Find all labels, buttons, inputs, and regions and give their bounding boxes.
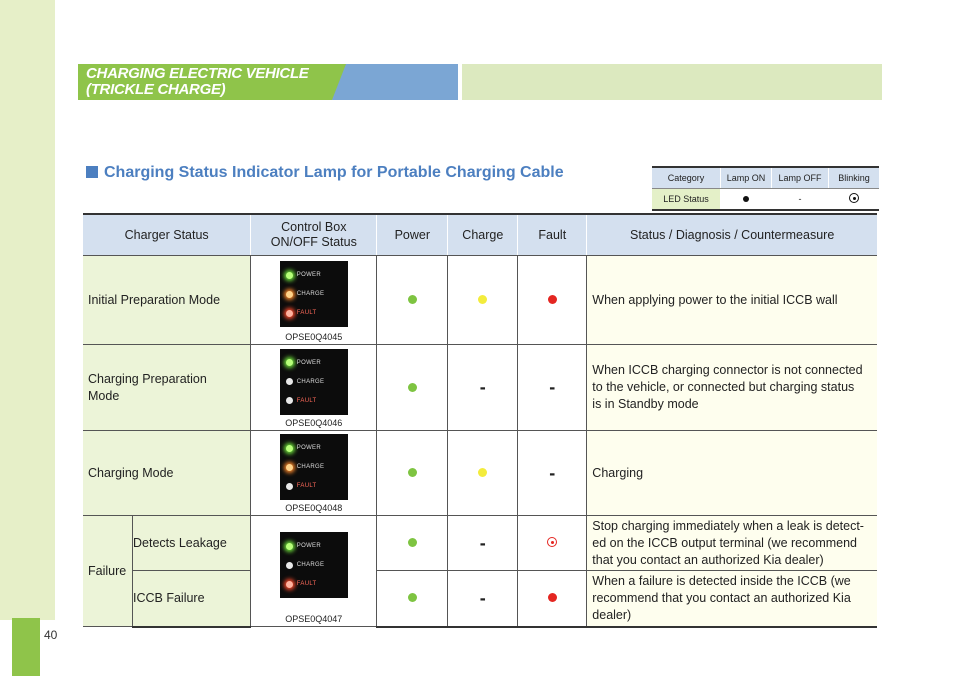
- off-dash: -: [549, 377, 556, 397]
- legend-header: Blinking: [829, 167, 880, 189]
- col-header-fault: Fault: [518, 214, 587, 256]
- red-lamp-icon: [548, 295, 557, 304]
- table-row: [83, 571, 877, 627]
- page-number-tab: [12, 618, 40, 676]
- col-header-charger-status: Charger Status: [83, 214, 251, 256]
- off-dash: -: [479, 377, 486, 397]
- off-dash: -: [549, 462, 556, 483]
- col-header-charge: Charge: [448, 214, 518, 256]
- col-header-power: Power: [377, 214, 448, 256]
- charger-status: Initial Preparation Mode: [83, 256, 251, 345]
- control-box-image: [251, 345, 377, 431]
- lamp-panel-image: POWER CHARGE FAULT: [280, 261, 348, 327]
- section-title: Charging Status Indicator Lamp for Portable Charging Cable: [86, 164, 564, 182]
- yellow-lamp-icon: [478, 468, 487, 477]
- legend-row-label: LED Status: [652, 189, 721, 211]
- blinking-icon: [849, 193, 859, 203]
- table-row: [83, 516, 877, 571]
- control-box-image: [251, 431, 377, 516]
- red-lamp-icon: [548, 593, 557, 602]
- lamp-panel-image: POWER CHARGE FAULT: [280, 434, 348, 500]
- chapter-title: CHARGING ELECTRIC VEHICLE (TRICKLE CHARGE): [86, 65, 309, 98]
- status-table: [83, 213, 877, 628]
- status-description: Stop charging immediately when a leak is detect- ed on the ICCB output terminal (we recommend that you contact an authorized Kia dealer): [587, 516, 877, 571]
- green-lamp-icon: [408, 295, 417, 304]
- square-bullet-icon: [86, 166, 98, 178]
- charger-status: Charging Preparation Mode: [83, 345, 251, 431]
- legend-table: [652, 166, 879, 211]
- charger-status: Charging Mode: [83, 431, 251, 516]
- image-code: OPSE0Q4047: [285, 614, 343, 624]
- lamp-panel-image: POWER CHARGE FAULT: [280, 532, 348, 598]
- charger-substatus: ICCB Failure: [133, 571, 251, 627]
- legend-header: Lamp ON: [721, 167, 772, 189]
- status-description: When ICCB charging connector is not connected to the vehicle, or connected but charging status is in Standby mode: [587, 345, 877, 431]
- status-description: When applying power to the initial ICCB wall: [587, 256, 877, 345]
- legend-header: Lamp OFF: [772, 167, 829, 189]
- red-blinking-icon: [547, 537, 557, 547]
- off-dash: -: [479, 532, 486, 553]
- page-number: 40: [44, 628, 58, 642]
- legend-header: Category: [652, 167, 721, 189]
- image-code: OPSE0Q4046: [285, 418, 343, 428]
- status-description: When a failure is detected inside the ICCB (we recommend that you contact an authorized Kia dealer): [587, 571, 877, 627]
- green-lamp-icon: [408, 538, 417, 547]
- off-dash: -: [479, 587, 486, 608]
- charger-status: Failure: [83, 516, 133, 627]
- lamp-panel-image: POWER CHARGE FAULT: [280, 349, 348, 415]
- lamp-off-symbol: -: [772, 189, 829, 211]
- col-header-control-box: Control Box ON/OFF Status: [251, 214, 377, 256]
- lamp-on-icon: [743, 196, 749, 202]
- table-row: [83, 431, 877, 516]
- control-box-image: [251, 516, 377, 627]
- image-code: OPSE0Q4048: [285, 503, 343, 513]
- col-header-status-diagnosis: Status / Diagnosis / Countermeasure: [587, 214, 877, 256]
- table-row: [83, 345, 877, 431]
- green-lamp-icon: [408, 468, 417, 477]
- status-description: Charging: [587, 431, 877, 516]
- control-box-image: [251, 256, 377, 345]
- charger-substatus: Detects Leakage: [133, 516, 251, 571]
- chapter-banner: [78, 64, 882, 100]
- yellow-lamp-icon: [478, 295, 487, 304]
- green-lamp-icon: [408, 593, 417, 602]
- table-row: [83, 256, 877, 345]
- page-margin-strip: [0, 0, 55, 620]
- green-lamp-icon: [408, 383, 417, 392]
- image-code: OPSE0Q4045: [285, 332, 343, 342]
